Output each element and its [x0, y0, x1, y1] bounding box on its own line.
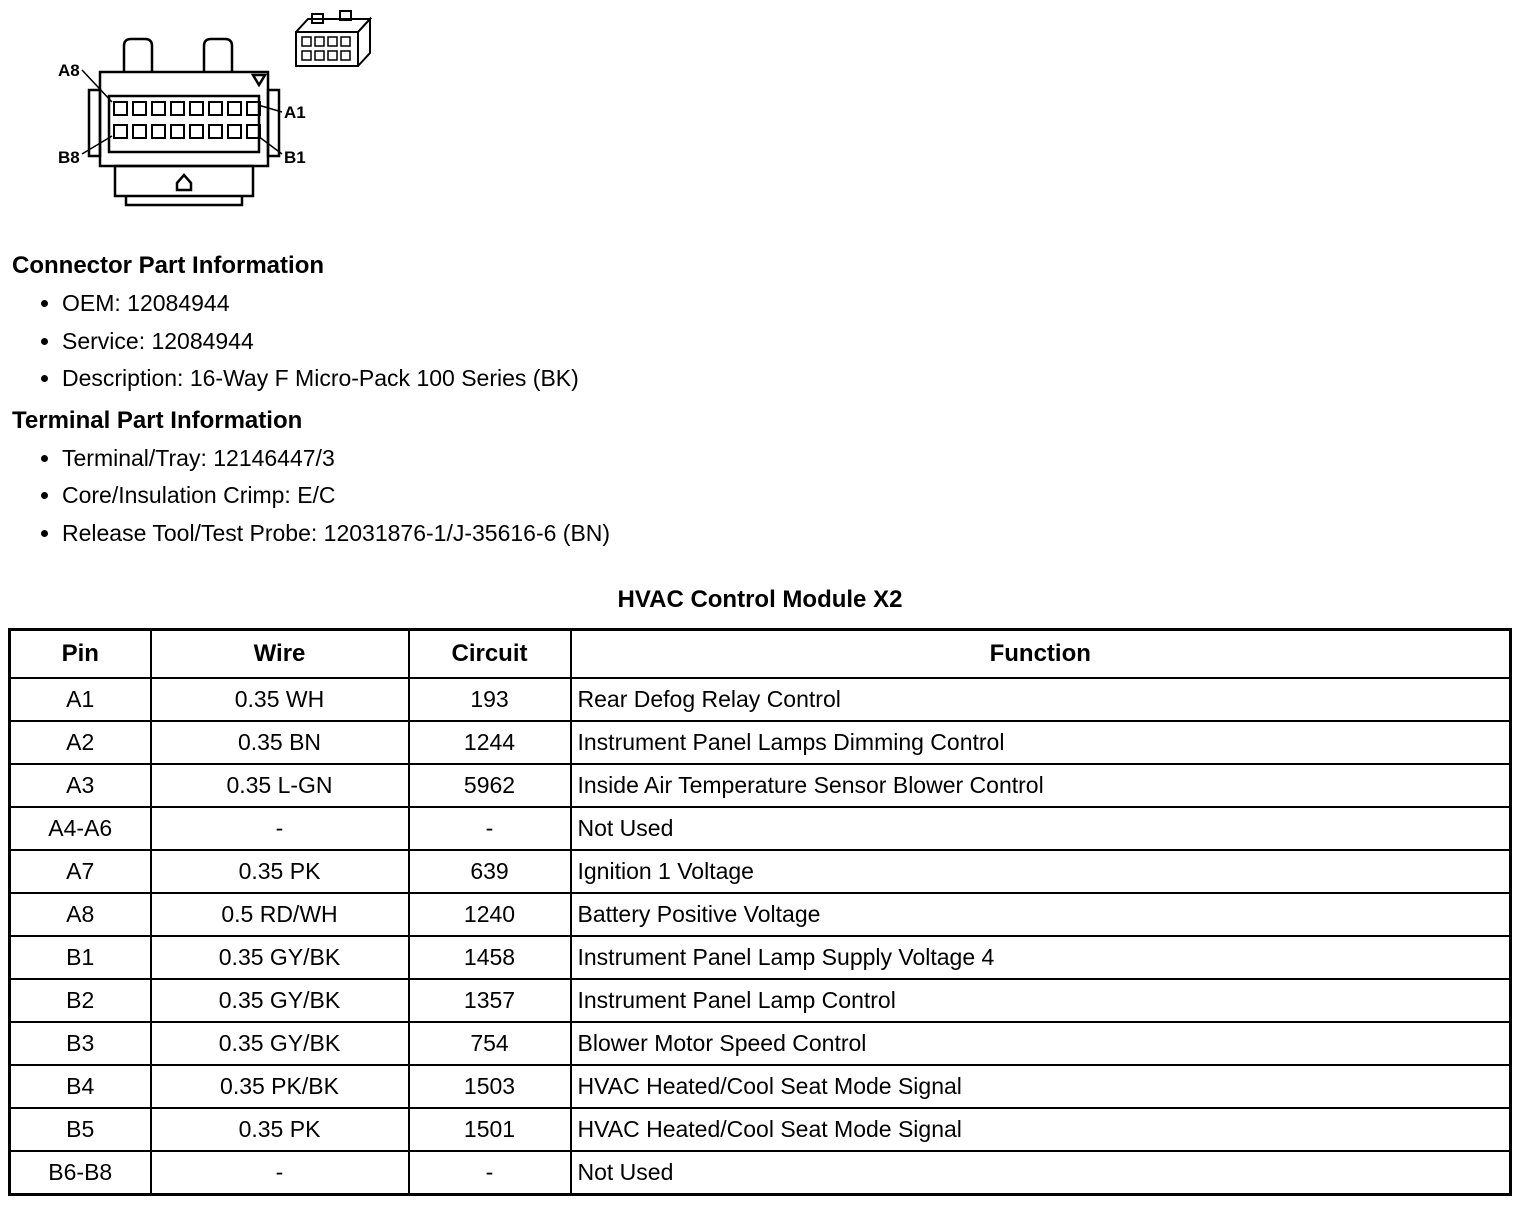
cell-pin: B4 [10, 1065, 151, 1108]
cell-circuit: 1357 [409, 979, 571, 1022]
cell-pin: B1 [10, 936, 151, 979]
cell-function: HVAC Heated/Cool Seat Mode Signal [571, 1065, 1511, 1108]
cell-function: Battery Positive Voltage [571, 893, 1511, 936]
connector-part-list [40, 290, 1520, 393]
cell-wire: 0.35 GY/BK [151, 936, 409, 979]
cell-circuit: 754 [409, 1022, 571, 1065]
terminal-part-heading: Terminal Part Information [12, 406, 303, 434]
cell-function: Inside Air Temperature Sensor Blower Control [571, 764, 1511, 807]
cell-function: HVAC Heated/Cool Seat Mode Signal [571, 1108, 1511, 1151]
cell-circuit: - [409, 807, 571, 850]
table-row [10, 936, 1511, 979]
header-wire: Wire [151, 629, 409, 678]
cell-wire: 0.35 BN [151, 721, 409, 764]
table-row [10, 979, 1511, 1022]
bullet-service: • Service: 12084944 [62, 328, 1520, 356]
cell-wire: 0.35 PK [151, 1108, 409, 1151]
cell-function: Instrument Panel Lamp Supply Voltage 4 [571, 936, 1511, 979]
cell-pin: B2 [10, 979, 151, 1022]
cell-wire: - [151, 1151, 409, 1195]
bullet-release-tool: • Release Tool/Test Probe: 12031876-1/J-35616-6 (BN) [62, 520, 1520, 548]
cell-pin: A4-A6 [10, 807, 151, 850]
bullet-description: • Description: 16-Way F Micro-Pack 100 Series (BK) [62, 365, 1520, 393]
cell-pin: A2 [10, 721, 151, 764]
cell-function: Ignition 1 Voltage [571, 850, 1511, 893]
bullet-oem: • OEM: 12084944 [62, 290, 1520, 318]
cell-circuit: 639 [409, 850, 571, 893]
table-row [10, 721, 1511, 764]
pin-label-b8: B8 [58, 148, 80, 167]
table-row [10, 1151, 1511, 1195]
cell-function: Blower Motor Speed Control [571, 1022, 1511, 1065]
cell-wire: 0.5 RD/WH [151, 893, 409, 936]
cell-pin: B6-B8 [10, 1151, 151, 1195]
table-row [10, 850, 1511, 893]
cell-function: Instrument Panel Lamp Control [571, 979, 1511, 1022]
cell-pin: B5 [10, 1108, 151, 1151]
connector-diagram [0, 0, 1520, 222]
cell-wire: 0.35 GY/BK [151, 1022, 409, 1065]
cell-circuit: 193 [409, 678, 571, 721]
cell-pin: B3 [10, 1022, 151, 1065]
cell-pin: A3 [10, 764, 151, 807]
cell-wire: - [151, 807, 409, 850]
cell-wire: 0.35 WH [151, 678, 409, 721]
header-function: Function [571, 629, 1511, 678]
cell-circuit: 1458 [409, 936, 571, 979]
table-row [10, 893, 1511, 936]
cell-function: Not Used [571, 807, 1511, 850]
pin-label-b1: B1 [284, 148, 306, 167]
table-title: HVAC Control Module X2 [617, 585, 903, 613]
cell-function: Not Used [571, 1151, 1511, 1195]
cell-function: Instrument Panel Lamps Dimming Control [571, 721, 1511, 764]
cell-pin: A8 [10, 893, 151, 936]
cell-pin: A7 [10, 850, 151, 893]
pin-label-a8: A8 [58, 61, 80, 80]
connector-part-heading: Connector Part Information [12, 252, 325, 279]
table-row [10, 1022, 1511, 1065]
connector-iso-drawing [296, 11, 370, 66]
cell-circuit: 1501 [409, 1108, 571, 1151]
table-row [10, 1065, 1511, 1108]
table-row [10, 807, 1511, 850]
cell-wire: 0.35 GY/BK [151, 979, 409, 1022]
cell-function: Rear Defog Relay Control [571, 678, 1511, 721]
cell-circuit: 1244 [409, 721, 571, 764]
cell-circuit: 1503 [409, 1065, 571, 1108]
table-row [10, 678, 1511, 721]
cell-wire: 0.35 L-GN [151, 764, 409, 807]
terminal-part-list [40, 445, 1520, 548]
bullet-terminal-tray: • Terminal/Tray: 12146447/3 [62, 445, 1520, 473]
cell-circuit: 1240 [409, 893, 571, 936]
header-pin: Pin [10, 629, 151, 678]
cell-wire: 0.35 PK/BK [151, 1065, 409, 1108]
header-circuit: Circuit [409, 629, 571, 678]
table-header-row [10, 629, 1511, 678]
pin-label-a1: A1 [284, 103, 306, 122]
cell-circuit: - [409, 1151, 571, 1195]
bullet-crimp: • Core/Insulation Crimp: E/C [62, 482, 1520, 510]
table-row [10, 1108, 1511, 1151]
pinout-table [8, 628, 1512, 1196]
cell-circuit: 5962 [409, 764, 571, 807]
table-row [10, 764, 1511, 807]
cell-wire: 0.35 PK [151, 850, 409, 893]
connector-face-drawing [28, 6, 408, 221]
cell-pin: A1 [10, 678, 151, 721]
